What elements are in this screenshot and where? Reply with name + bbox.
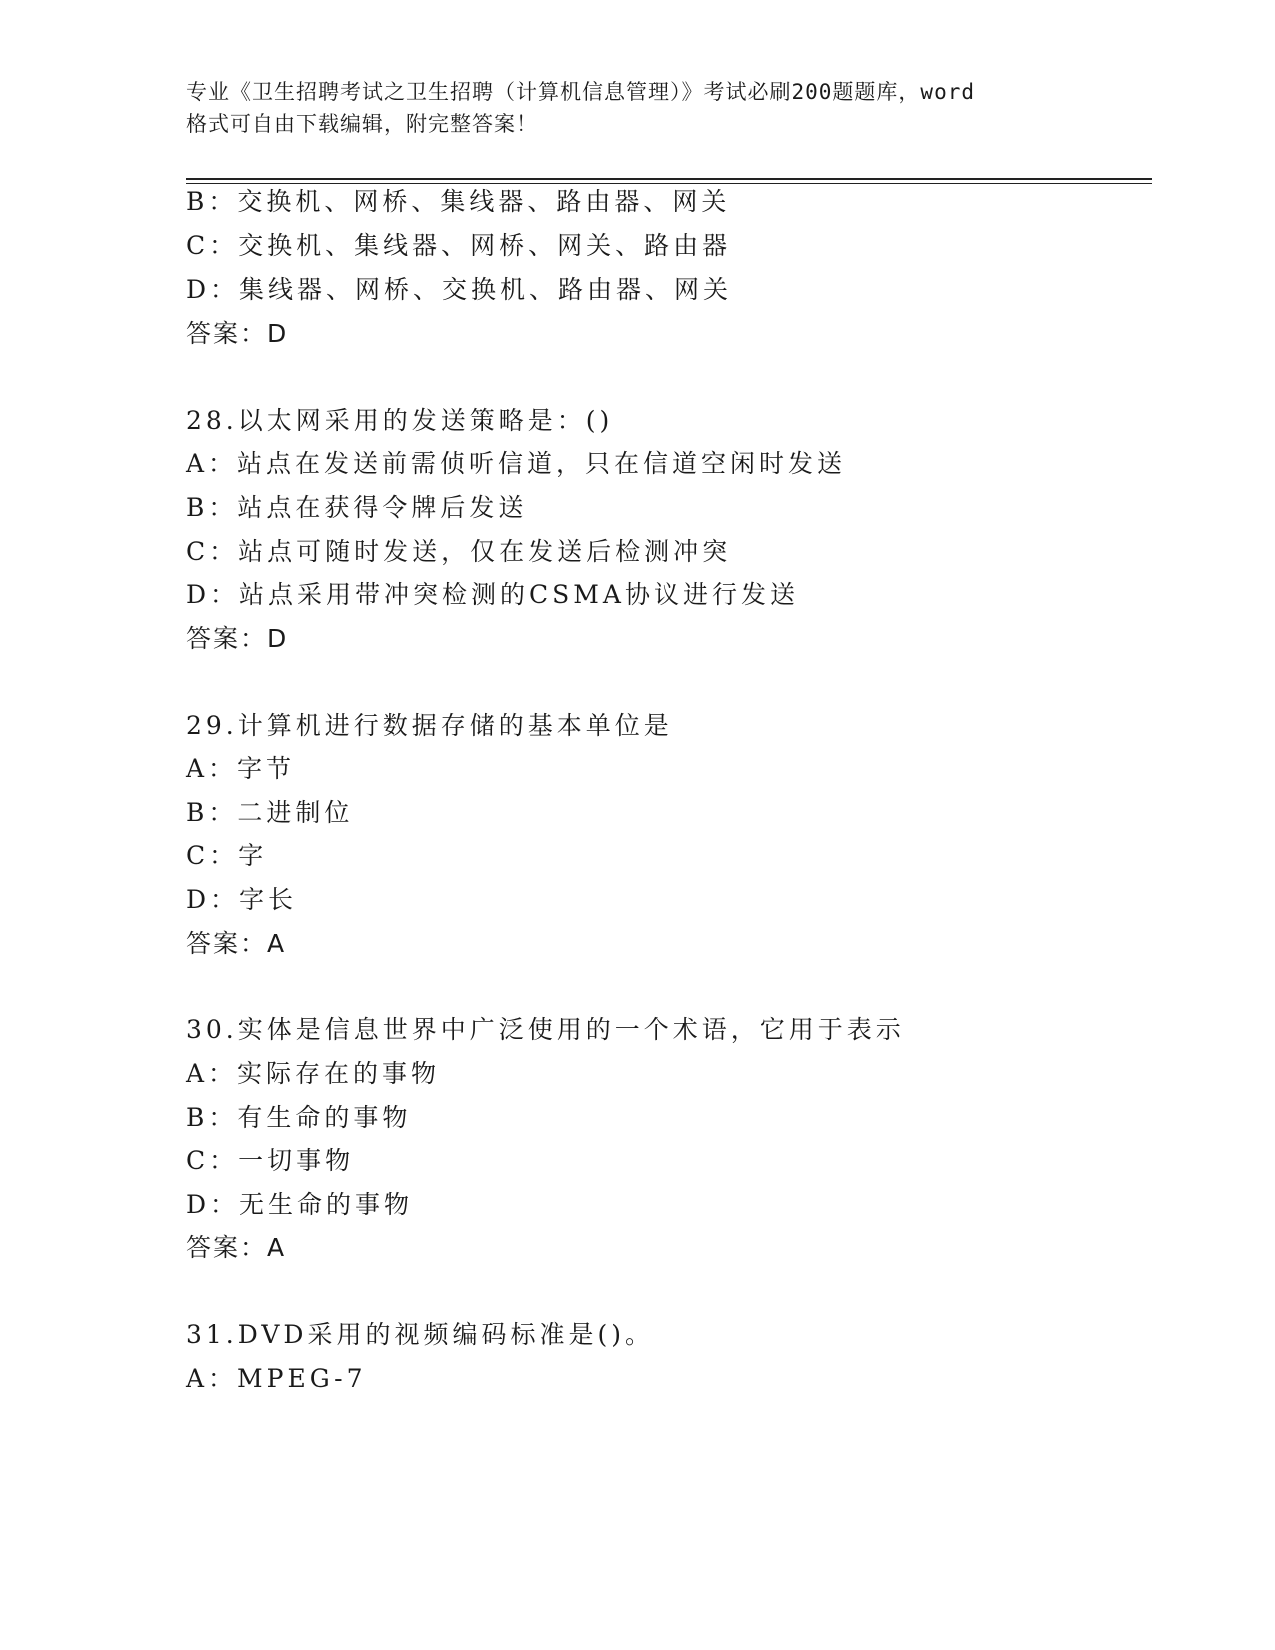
q27-option-d: D：集线器、网桥、交换机、路由器、网关 bbox=[186, 275, 733, 304]
q28-option-c: C：站点可随时发送，仅在发送后检测冲突 bbox=[186, 537, 732, 566]
q29-option-d: D：字长 bbox=[186, 885, 298, 914]
q27-answer: 答案：D bbox=[186, 319, 289, 348]
header-divider-thick bbox=[186, 178, 1152, 180]
q29-option-c: C：字 bbox=[186, 841, 268, 870]
q27-option-b: B：交换机、网桥、集线器、路由器、网关 bbox=[186, 187, 731, 216]
q28-option-a: A：站点在发送前需侦听信道，只在信道空闲时发送 bbox=[186, 449, 847, 478]
header-title-line-2: 格式可自由下载编辑，附完整答案！ bbox=[186, 112, 538, 136]
q28-option-b: B：站点在获得令牌后发送 bbox=[186, 493, 528, 522]
q28-answer: 答案：D bbox=[186, 624, 289, 653]
q29-option-b: B：二进制位 bbox=[186, 798, 354, 827]
q30-question: 30.实体是信息世界中广泛使用的一个术语，它用于表示 bbox=[186, 1015, 905, 1044]
q29-question: 29.计算机进行数据存储的基本单位是 bbox=[186, 711, 673, 740]
header-title-line-1: 专业《卫生招聘考试之卫生招聘（计算机信息管理）》考试必刷200题题库，word bbox=[186, 80, 975, 104]
document-header bbox=[186, 76, 1086, 140]
q30-option-b: B：有生命的事物 bbox=[186, 1103, 412, 1132]
q27-option-c: C：交换机、集线器、网桥、网关、路由器 bbox=[186, 231, 732, 260]
q28-question: 28.以太网采用的发送策略是：() bbox=[186, 406, 614, 435]
q30-option-c: C：一切事物 bbox=[186, 1146, 355, 1175]
q28-option-d: D：站点采用带冲突检测的CSMA协议进行发送 bbox=[186, 580, 799, 609]
q31-option-a: A：MPEG-7 bbox=[186, 1364, 367, 1393]
q30-answer: 答案：A bbox=[186, 1233, 287, 1262]
q31-question: 31.DVD采用的视频编码标准是()。 bbox=[186, 1320, 654, 1349]
q30-option-d: D：无生命的事物 bbox=[186, 1190, 414, 1219]
q29-option-a: A：字节 bbox=[186, 754, 296, 783]
header-divider-thin bbox=[186, 183, 1152, 184]
q29-answer: 答案：A bbox=[186, 929, 287, 958]
q30-option-a: A：实际存在的事物 bbox=[186, 1059, 441, 1088]
